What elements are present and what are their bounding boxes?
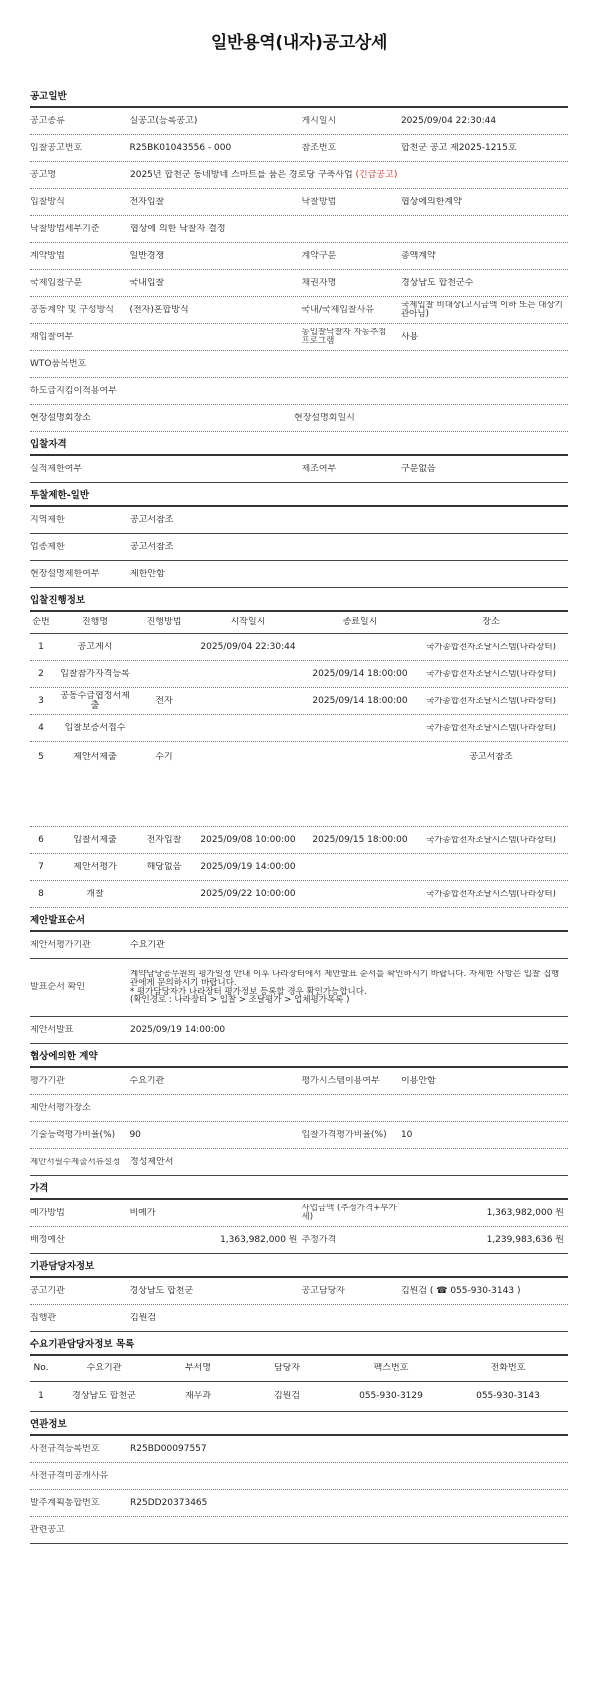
field-label: 현장설명제한여부	[30, 568, 100, 579]
field-value: 경상남도 합천군	[129, 1285, 194, 1296]
field-label: 계약방법	[30, 250, 65, 261]
table-row	[30, 854, 568, 881]
cell-no: 1	[38, 1391, 44, 1402]
field-value: 협상에의한계약	[400, 196, 462, 207]
cell-no: 3	[38, 695, 44, 706]
progress-table-header	[30, 612, 568, 634]
info-row	[30, 378, 568, 405]
field-value: 2025/09/19 14:00:00	[130, 1024, 226, 1035]
cell-fax: 055-930-3129	[359, 1391, 423, 1402]
field-value: 전자입찰	[129, 196, 165, 207]
field-value: 국제입찰 비대상(고시금액 이하 또는 대상기관아님)	[400, 301, 563, 319]
section-title: 제안발표순서	[30, 916, 568, 932]
cell-end: 2025/09/14 18:00:00	[312, 668, 408, 679]
field-value: 구분없음	[400, 463, 436, 474]
section-title: 기관담당자정보	[30, 1262, 568, 1278]
demand-table-header	[30, 1356, 568, 1382]
table-row	[30, 688, 568, 715]
table-row	[30, 661, 568, 688]
cell-no: 4	[38, 722, 44, 733]
field-label: 하도급지킴이적용여부	[30, 385, 117, 396]
field-label: 지역제한	[30, 514, 65, 525]
field-value: 2025/09/04 22:30:44	[400, 115, 497, 126]
info-row	[30, 932, 568, 959]
section-presentation	[30, 916, 568, 1044]
info-row	[30, 1149, 568, 1176]
cell-agency: 경상남도 합천군	[72, 1391, 136, 1402]
field-label: 제안서발표	[30, 1024, 74, 1035]
field-value: 수요기관	[130, 939, 165, 950]
section-qualification	[30, 440, 568, 483]
field-label: 입찰방식	[30, 196, 65, 207]
column-header: 진행명	[81, 617, 109, 628]
info-row	[30, 351, 568, 378]
info-row	[30, 1200, 568, 1227]
cell-name: 입찰보증서접수	[64, 722, 126, 733]
info-row	[30, 959, 568, 1017]
section-title: 협상에의한 계약	[30, 1052, 568, 1068]
info-row	[30, 1122, 568, 1149]
cell-no: 7	[38, 861, 44, 872]
info-row	[30, 1068, 568, 1095]
section-title: 가격	[30, 1184, 568, 1200]
section-related	[30, 1420, 568, 1544]
table-row	[30, 715, 568, 742]
table-row	[30, 634, 568, 661]
field-label: 공고종류	[30, 115, 65, 126]
field-label: 채권자명	[301, 277, 337, 288]
field-label: 참조번호	[301, 142, 337, 153]
field-label: 사전규격미공개사유	[30, 1470, 109, 1481]
info-row	[30, 405, 568, 432]
info-row	[30, 216, 568, 243]
info-row	[30, 162, 568, 189]
info-row	[30, 297, 568, 324]
info-row	[30, 507, 568, 534]
field-label: 발주계획통합번호	[30, 1497, 100, 1508]
table-row	[30, 1382, 568, 1412]
field-value: 총액계약	[400, 250, 436, 261]
field-label: 입찰공고번호	[30, 142, 83, 153]
info-row	[30, 1017, 568, 1044]
field-label: 평가기관	[30, 1075, 65, 1086]
cell-no: 8	[38, 888, 44, 899]
notice-name-text: 2025년 합천군 동네방네 스마트를 품은 경로당 구축사업	[130, 169, 353, 180]
column-header: 진행방법	[146, 617, 182, 628]
field-label: 입찰가격평가비율(%)	[301, 1129, 387, 1140]
field-label: 동입찰낙찰자 자동추첨 프로그램	[301, 328, 387, 346]
info-row	[30, 1463, 568, 1490]
field-label: 관련공고	[30, 1524, 65, 1535]
section-negotiation	[30, 1052, 568, 1176]
field-value: R25BD00097557	[130, 1443, 207, 1454]
section-price	[30, 1184, 568, 1254]
cell-method: 수기	[155, 752, 173, 762]
field-label: 제안서평가장소	[30, 1102, 91, 1113]
cell-end: 2025/09/14 18:00:00	[312, 695, 408, 706]
column-header: 담당자	[273, 1363, 301, 1374]
section-restriction	[30, 491, 568, 588]
cell-start: 2025/09/19 14:00:00	[200, 861, 296, 872]
field-value: 정성제안서	[130, 1156, 174, 1167]
column-header: 장소	[482, 617, 500, 628]
cell-method: 전자입찰	[146, 834, 182, 845]
cell-place: 국가종합전자조달시스템(나라장터)	[426, 696, 556, 706]
reference-number: 합천군 공고 제2025-1215호	[400, 142, 517, 153]
section-title: 입찰진행정보	[30, 596, 568, 612]
table-row	[30, 742, 568, 827]
cell-name: 공고게시	[77, 641, 113, 652]
cell-end: 2025/09/15 18:00:00	[312, 834, 408, 845]
column-header: 수요기관	[86, 1363, 122, 1374]
section-title: 입찰자격	[30, 440, 568, 456]
cell-place: 국가종합전자조달시스템(나라장터)	[426, 835, 556, 845]
column-header: 부서명	[184, 1363, 212, 1374]
field-label: 현장설명회일시	[294, 412, 355, 423]
cell-start: 2025/09/04 22:30:44	[200, 641, 296, 652]
cell-no: 6	[38, 834, 44, 845]
info-row	[30, 135, 568, 162]
section-title: 수요기관담당자정보 목록	[30, 1340, 568, 1356]
field-value: 제한안함	[130, 568, 165, 579]
column-header: 팩스번호	[373, 1363, 409, 1374]
field-label: 재입찰여부	[30, 331, 74, 342]
field-label: 업종제한	[30, 541, 65, 552]
info-row	[30, 456, 568, 483]
column-header: 시작일시	[230, 617, 266, 628]
cell-name: 입찰서제출	[73, 834, 117, 845]
field-label: 집행관	[30, 1312, 57, 1323]
cell-place: 국가종합전자조달시스템(나라장터)	[426, 669, 556, 679]
presentation-notice-text: 계약담당공무원의 평가일정 안내 이후 나라장터에서 제안발표 순서를 확인하시기 바랍니다. 자세한 사항은 입찰 집행관에게 문의하시기 바랍니다. * 평가담당자가 나라장터 평가정보 등록할 경우 확인가능합니다. (확인경로 : 나라장터 > 입찰 > 조달평가 > 업체평가목록 )	[130, 969, 560, 1006]
field-label: 기술능력평가비율(%)	[30, 1129, 116, 1140]
field-label: 예가방법	[30, 1207, 65, 1218]
cell-name: 제안서제출	[73, 752, 117, 762]
cell-place: 국가종합전자조달시스템(나라장터)	[426, 642, 556, 652]
section-title: 연관정보	[30, 1420, 568, 1436]
info-row	[30, 243, 568, 270]
info-row	[30, 1517, 568, 1544]
info-row	[30, 1490, 568, 1517]
info-row	[30, 1305, 568, 1332]
notice-contact: 김원검 ( ☎ 055-930-3143 )	[400, 1285, 521, 1296]
info-row	[30, 1095, 568, 1122]
field-value: 공고서참조	[130, 514, 174, 525]
field-label: 공고명	[30, 169, 57, 180]
table-row	[30, 827, 568, 854]
field-label: 공고기관	[30, 1285, 65, 1296]
cell-place: 국가종합전자조달시스템(나라장터)	[426, 723, 556, 733]
field-label: 제조여부	[301, 463, 337, 474]
field-label: 평가시스템이용여부	[301, 1075, 380, 1086]
cell-start: 2025/09/08 10:00:00	[200, 834, 296, 845]
field-label: 현장설명회장소	[30, 412, 91, 423]
info-row	[30, 108, 568, 135]
field-value: 수요기관	[129, 1075, 165, 1086]
field-label: 공동계약 및 구성방식	[30, 304, 114, 315]
cell-no: 1	[38, 641, 44, 652]
cell-name: 제안서평가	[73, 861, 117, 872]
field-value: 협상에 의한 낙찰자 결정	[130, 223, 226, 234]
field-value: 공고서참조	[130, 541, 174, 552]
cell-no: 2	[38, 668, 44, 679]
column-header: No.	[33, 1363, 49, 1374]
section-title: 공고일반	[30, 92, 568, 108]
field-value: R25DD20373465	[130, 1497, 208, 1508]
project-amount: 1,363,982,000 원	[486, 1207, 564, 1218]
field-label: 사업금액 (추정가격+부가세)	[301, 1204, 397, 1222]
table-row	[30, 881, 568, 908]
cell-method: 해당없음	[146, 861, 182, 872]
column-header: 전화번호	[490, 1363, 526, 1374]
field-label: 추정가격	[301, 1234, 337, 1245]
field-value: 국내입찰	[129, 277, 165, 288]
field-value: 사용	[400, 331, 419, 342]
field-label: 낙찰방법세부기준	[30, 223, 100, 234]
section-general	[30, 92, 568, 432]
cell-tel: 055-930-3143	[476, 1391, 540, 1402]
cell-method: 전자	[155, 695, 173, 706]
field-label: 배정예산	[30, 1234, 65, 1245]
bid-notice-number: R25BK01043556 - 000	[129, 142, 232, 153]
field-label: 실적제한여부	[30, 463, 83, 474]
info-row	[30, 1436, 568, 1463]
estimated-price: 1,239,983,636 원	[486, 1234, 564, 1245]
field-label: 발표순서 확인	[30, 982, 86, 993]
urgent-badge: (긴급공고)	[355, 169, 398, 180]
field-value: 비예가	[129, 1207, 156, 1218]
info-row	[30, 1227, 568, 1254]
cell-dept: 재무과	[184, 1391, 212, 1402]
field-value: 일반경쟁	[129, 250, 165, 261]
info-row	[30, 534, 568, 561]
info-row	[30, 270, 568, 297]
notice-name	[130, 170, 568, 180]
section-agency	[30, 1262, 568, 1332]
info-row	[30, 324, 568, 351]
cell-name: 공동수급협정서제출	[60, 690, 130, 711]
field-label: WTO품목번호	[30, 358, 87, 369]
section-title: 투찰제한-일반	[30, 491, 568, 507]
field-value: 김원검	[130, 1312, 157, 1323]
field-value: (전자)혼합방식	[129, 304, 189, 315]
cell-start: 2025/09/22 10:00:00	[200, 888, 296, 899]
field-label: 공고담당자	[301, 1285, 345, 1296]
info-row	[30, 189, 568, 216]
column-header: 순번	[32, 617, 50, 628]
field-label: 국내/국제입찰사유	[301, 304, 375, 315]
field-label: 사전규격등록번호	[30, 1443, 100, 1454]
info-row	[30, 561, 568, 588]
field-value: 실공고(등록공고)	[129, 115, 198, 126]
cell-name: 입찰참가자격등록	[60, 668, 130, 679]
field-value: 경상남도 합천군수	[400, 277, 474, 288]
field-value: 10	[400, 1129, 413, 1140]
field-label: 제안서필수제출서류설정	[30, 1157, 121, 1167]
cell-place: 공고서참조	[469, 752, 513, 762]
cell-name: 개찰	[86, 888, 104, 899]
cell-person: 김원검	[273, 1391, 301, 1402]
field-label: 제안서평가기관	[30, 939, 91, 950]
field-value: 90	[129, 1129, 141, 1140]
page-title: 일반용역(내자)공고상세	[210, 33, 388, 53]
field-label: 국제입찰구분	[30, 277, 83, 288]
column-header: 종료일시	[342, 617, 378, 628]
field-label: 낙찰방법	[301, 196, 337, 207]
allocated-budget: 1,363,982,000 원	[220, 1234, 298, 1245]
field-label: 게시일시	[301, 115, 337, 126]
section-demand	[30, 1340, 568, 1412]
section-progress	[30, 596, 568, 908]
field-label: 계약구분	[301, 250, 337, 261]
cell-no: 5	[38, 752, 44, 762]
cell-place: 국가종합전자조달시스템(나라장터)	[426, 889, 556, 899]
field-value: 이용안함	[400, 1075, 436, 1086]
info-row	[30, 1278, 568, 1305]
